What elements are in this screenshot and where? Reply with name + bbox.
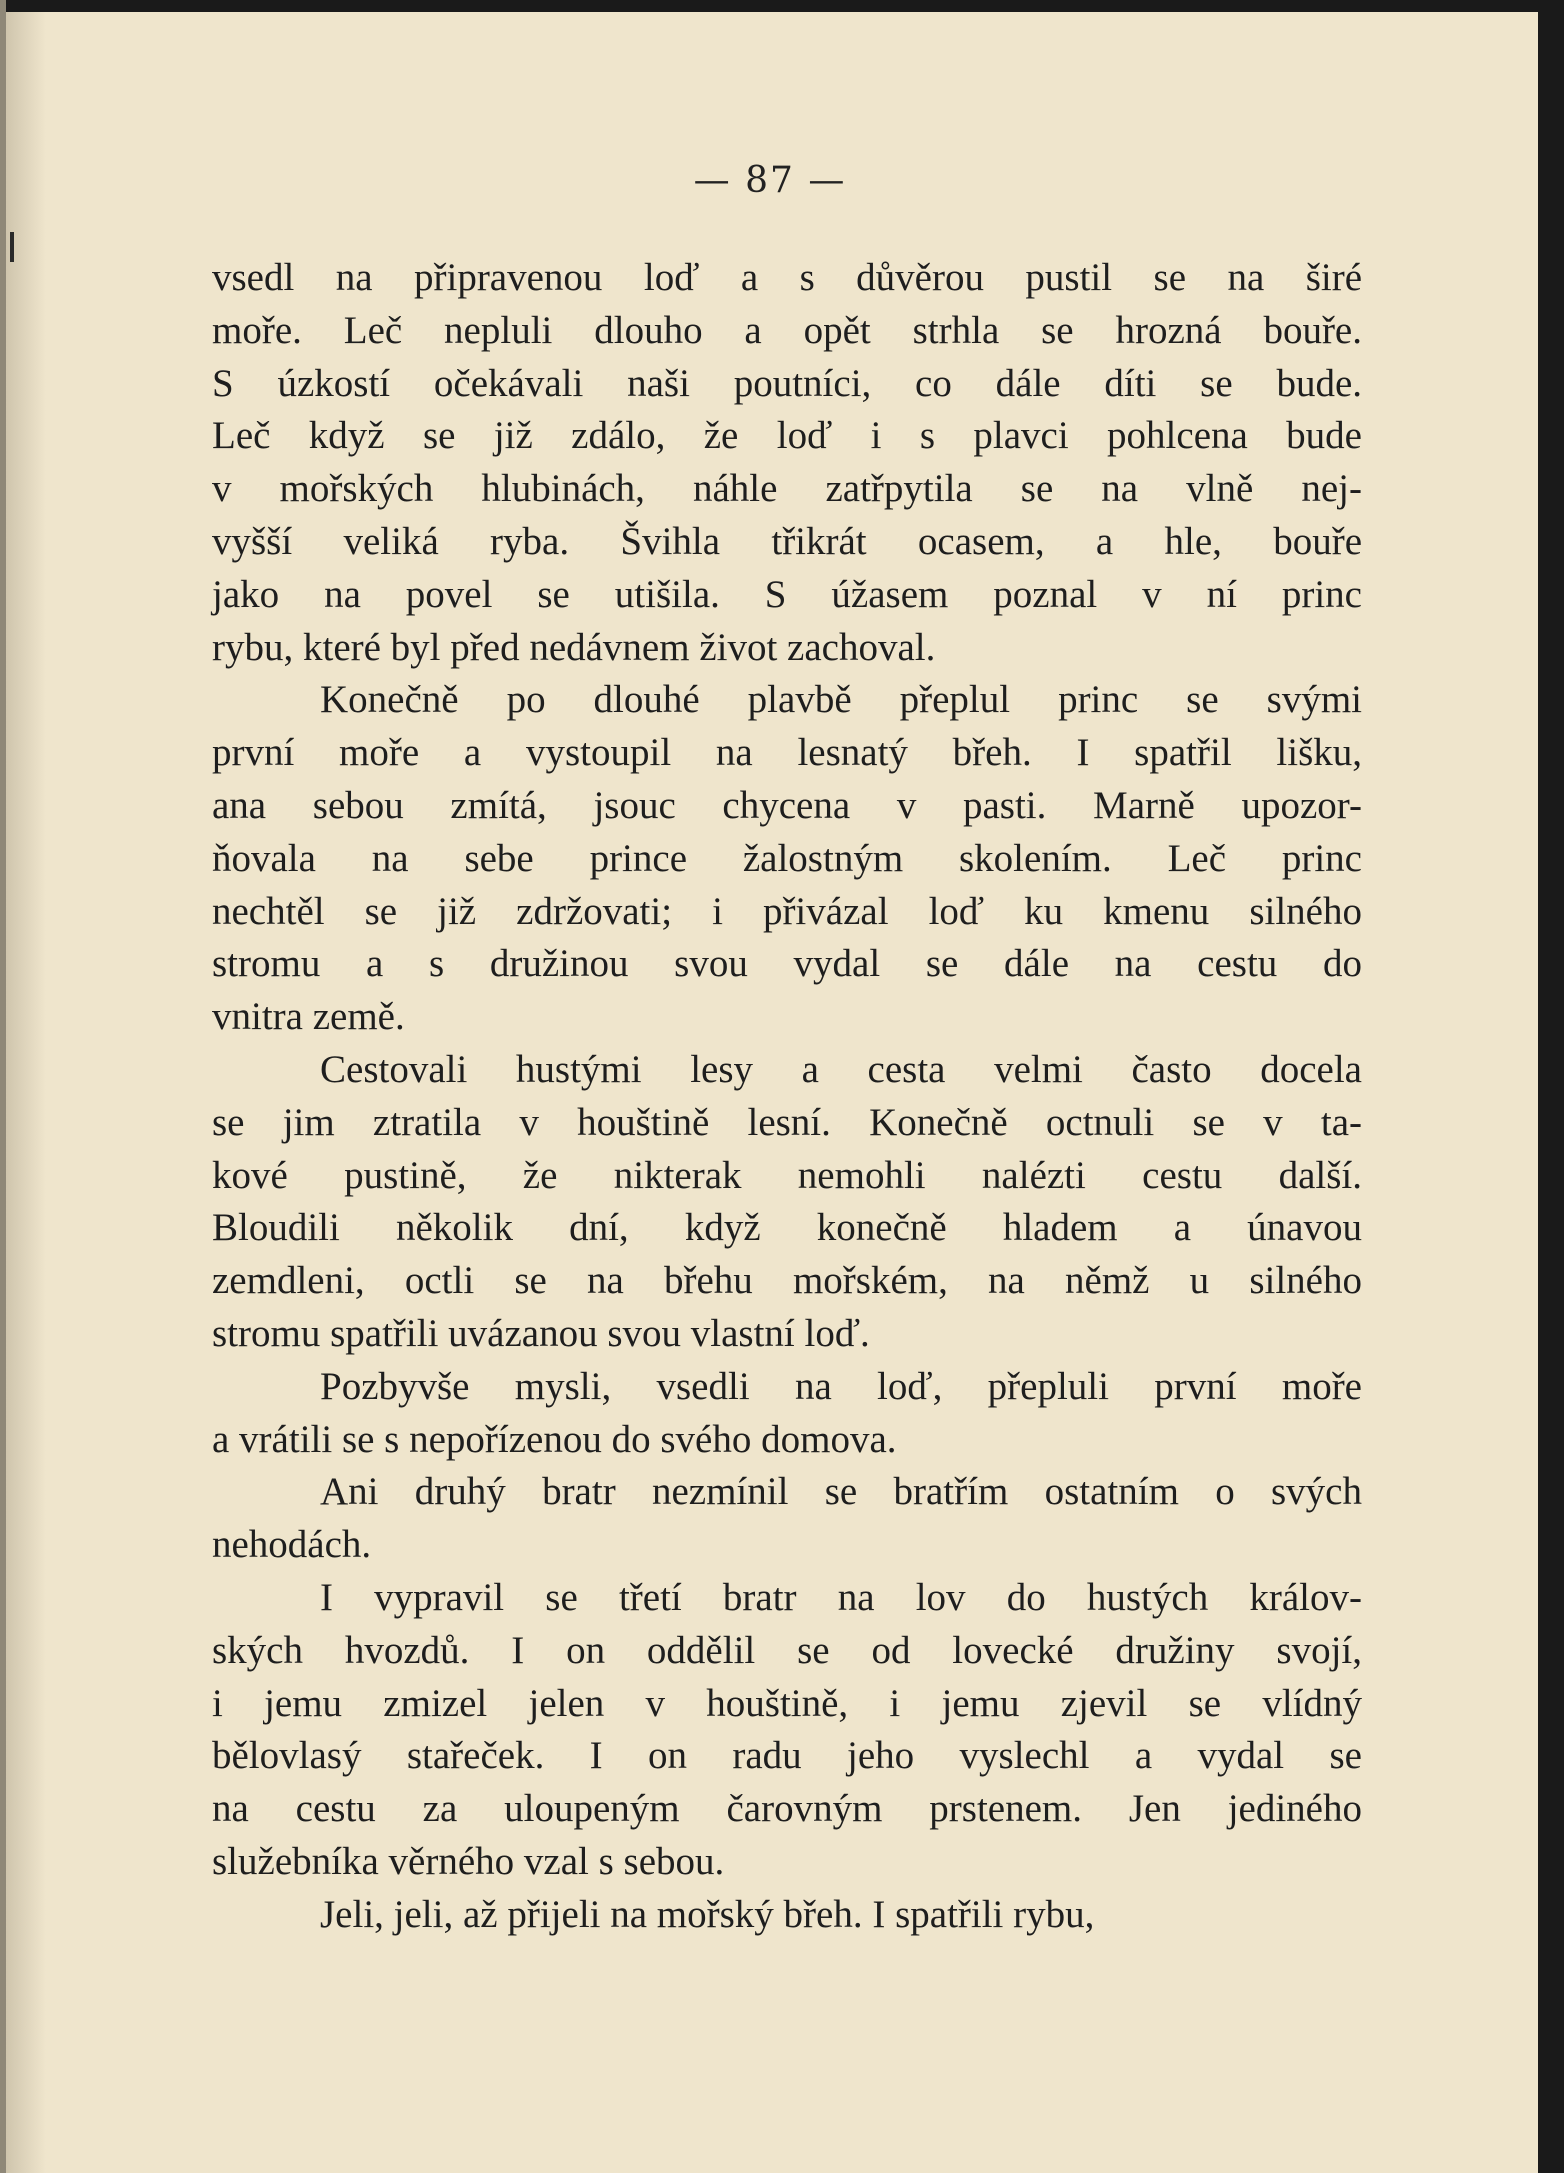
scan-right-border [1538,0,1564,2173]
paragraph [212,674,1362,1044]
page-text [212,252,1362,1942]
text-line: na cestu za uloupeným čarovným prstenem. Jen jediného [212,1787,1362,1831]
binding-mark [10,232,14,262]
text-line: první moře a vystoupil na lesnatý břeh. I spatřil lišku, [212,731,1362,775]
text-line: Leč když se již zdálo, že loď i s plavci pohlcena bude [212,414,1362,458]
text-line: rybu, které byl před nedávnem život zachoval. [212,625,936,669]
paragraph [212,252,1362,674]
text-line: nechtěl se již zdržovati; i přivázal loď ku kmenu silného [212,889,1362,933]
text-line: ňovala na sebe prince žalostným skolením. Leč princ [212,836,1362,880]
text-line: ských hvozdů. I on oddělil se od lovecké družiny svojí, [212,1628,1362,1672]
text-line: i jemu zmizel jelen v houštině, i jemu zjevil se vlídný [212,1681,1362,1725]
paragraph [212,1361,1362,1467]
text-line: Jeli, jeli, až přijeli na mořský břeh. I spatřili rybu, [320,1892,1095,1936]
text-line: ana sebou zmítá, jsouc chycena v pasti. Marně upozor- [212,783,1362,827]
text-line: nehodách. [212,1523,372,1567]
text-line: stromu spatřili uvázanou svou vlastní loď. [212,1311,870,1355]
gutter-shadow [6,12,46,2173]
text-line: kové pustině, že nikterak nemohli nalézti cestu další. [212,1153,1362,1197]
paragraph [212,1044,1362,1361]
scan-top-border [0,0,1564,12]
text-line: Ani druhý bratr nezmínil se bratřím ostatním o svých [320,1470,1362,1514]
text-line: Pozbyvše mysli, vsedli na loď, přepluli první moře [320,1364,1362,1408]
text-line: Cestovali hustými lesy a cesta velmi často docela [320,1047,1362,1091]
paragraph [212,1572,1362,1889]
text-line: vyšší veliká ryba. Švihla třikrát ocasem, a hle, bouře [212,519,1362,563]
text-line: Konečně po dlouhé plavbě přeplul princ se svými [320,678,1362,722]
text-line: Bloudili několik dní, když konečně hladem a únavou [212,1206,1362,1250]
text-line: v mořských hlubinách, náhle zatřpytila se na vlně nej- [212,467,1362,511]
text-line: služebníka věrného vzal s sebou. [212,1839,725,1883]
text-line: moře. Leč nepluli dlouho a opět strhla se hrozná bouře. [212,308,1362,352]
paragraph [212,1889,1362,1942]
text-line: bělovlasý stařeček. I on radu jeho vyslechl a vydal se [212,1734,1362,1778]
text-line: a vrátili se s nepořízenou do svého domova. [212,1417,897,1461]
text-line: zemdleni, octli se na břehu mořském, na němž u silného [212,1259,1362,1303]
text-line: se jim ztratila v houštině lesní. Konečně octnuli se v ta- [212,1100,1362,1144]
text-line: vnitra země. [212,995,405,1039]
text-line: I vypravil se třetí bratr na lov do hustých králov- [320,1575,1362,1619]
page-number: — 87 — [693,160,847,201]
paragraph [212,1466,1362,1572]
text-line: vsedl na připravenou loď a s důvěrou pustil se na širé [212,256,1362,299]
text-line: S úzkostí očekávali naši poutníci, co dále díti se bude. [212,361,1362,405]
text-line: stromu a s družinou svou vydal se dále na cestu do [212,942,1362,986]
text-line: jako na povel se utišila. S úžasem poznal v ní princ [212,572,1362,616]
